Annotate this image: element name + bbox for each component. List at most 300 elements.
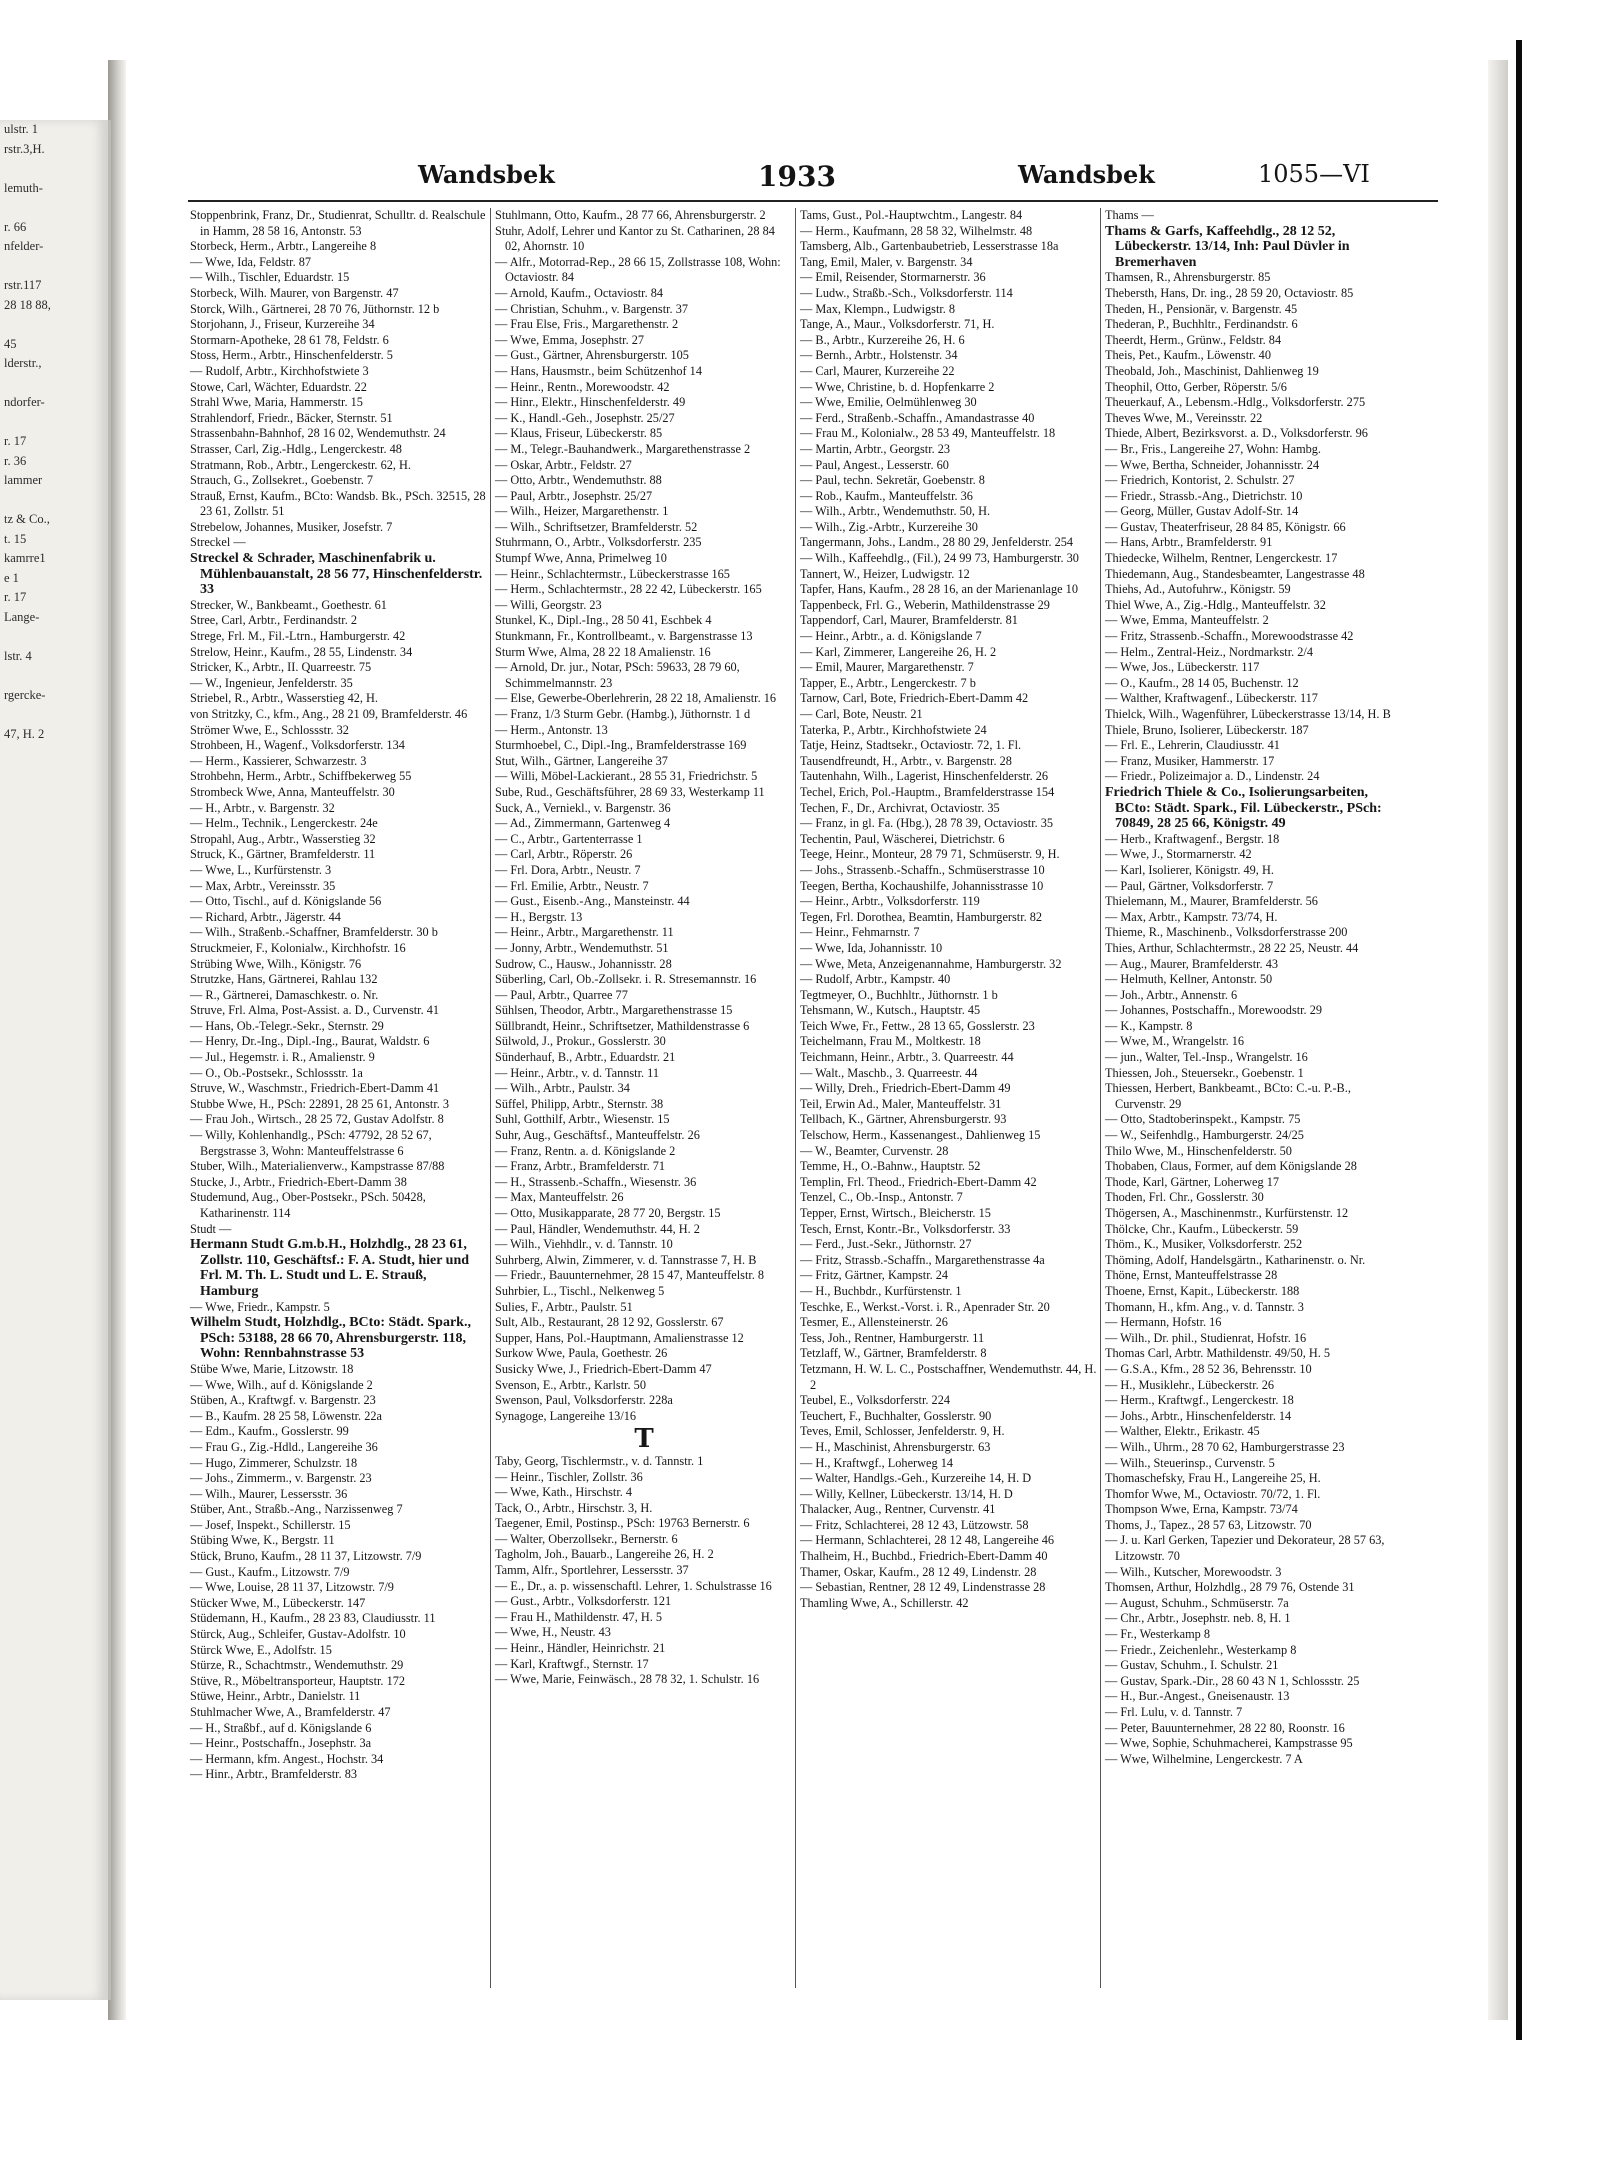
directory-entry: — Wwe, Emma, Manteuffelstr. 2 (1105, 613, 1269, 628)
directory-entry: Tetzmann, H. W. L. C., Postschaffner, Wendemuthstr. 44, H. 2 (800, 1361, 1097, 1392)
directory-entry: — Wilh., Tischler, Eduardstr. 15 (190, 270, 350, 285)
margin-fragment (0, 257, 108, 277)
directory-entry: Stück, Bruno, Kaufm., 28 11 37, Litzowstr. 7/9 (190, 1549, 422, 1564)
directory-entry: Stuhlmacher Wwe, A., Bramfelderstr. 47 (190, 1705, 391, 1719)
margin-fragment: rstr.117 (4, 278, 42, 292)
directory-entry: — Frl. E., Lehrerin, Claudiusstr. 41 (1105, 738, 1280, 753)
directory-entry: — Wwe, Ida, Feldstr. 87 (190, 254, 312, 269)
directory-entry: — Wwe, Friedr., Kampstr. 5 (190, 1299, 330, 1314)
page-edge-shadow (1488, 60, 1508, 2020)
directory-entry: — Hinr., Elektr., Hinschenfelderstr. 49 (495, 395, 686, 410)
directory-entry: Tappendorf, Carl, Maurer, Bramfelderstr. 81 (800, 613, 1018, 628)
directory-entry: Stuhlmann, Otto, Kaufm., 28 77 66, Ahrensburgerstr. 2 (495, 208, 766, 222)
directory-entry: Strohbeen, H., Wagenf., Volksdorferstr. 134 (190, 738, 405, 753)
margin-fragment: e 1 (4, 570, 19, 585)
directory-entry: — Helm., Technik., Lengerckestr. 24e (190, 816, 378, 831)
directory-entry: — Wwe, Ida, Johannisstr. 10 (800, 940, 943, 955)
directory-entry: Sturm Wwe, Alma, 28 22 18 Amalienstr. 16 (495, 644, 711, 659)
margin-fragment (0, 666, 108, 686)
directory-entry: — Frl. Emilie, Arbtr., Neustr. 7 (495, 878, 649, 893)
directory-entry: Tack, O., Arbtr., Hirschstr. 3, H. (495, 1500, 653, 1515)
directory-entry: Thomann, H., kfm. Ang., v. d. Tannstr. 3 (1105, 1299, 1304, 1314)
directory-entry: — Gust., Kaufm., Litzowstr. 7/9 (190, 1564, 350, 1579)
margin-fragment: 28 18 88, (4, 297, 51, 312)
directory-entry: Storck, Wilh., Gärtnerei, 28 70 76, Jüthornstr. 12 b (190, 301, 440, 316)
directory-entry: Theves Wwe, M., Vereinsstr. 22 (1105, 410, 1263, 425)
directory-entry: Thebersth, Hans, Dr. ing., 28 59 20, Octaviostr. 85 (1105, 285, 1354, 300)
directory-entry: Strutzke, Hans, Gärtnerei, Rahlau 132 (190, 972, 378, 987)
directory-entry: Strombeck Wwe, Anna, Manteuffelstr. 30 (190, 784, 395, 799)
directory-entry: Theobald, Joh., Maschinist, Dahlienweg 19 (1105, 363, 1319, 378)
directory-entry: — Henry, Dr.-Ing., Dipl.-Ing., Baurat, Waldstr. 6 (190, 1034, 430, 1049)
directory-entry: — Wilh., Kutscher, Morewoodstr. 3 (1105, 1564, 1282, 1579)
directory-entry: — Heinr., Händler, Heinrichstr. 21 (495, 1641, 666, 1656)
directory-entry: — Rudolf, Arbtr., Kampstr. 40 (800, 972, 951, 987)
directory-entry: — Carl, Arbtr., Röperstr. 26 (495, 847, 633, 862)
directory-entry: Tapper, E., Arbtr., Lengerckestr. 7 b (800, 675, 976, 690)
margin-fragment: nfelder- (4, 239, 44, 253)
directory-entry: — H., Buchbdr., Kurfürstenstr. 1 (800, 1283, 962, 1298)
directory-entry: — G.S.A., Kfm., 28 52 36, Behrensstr. 10 (1105, 1361, 1312, 1376)
margin-fragment: r. 17 (4, 590, 27, 604)
directory-entry: Suhr, Aug., Geschäftsf., Manteuffelstr. 26 (495, 1128, 700, 1143)
directory-entry: Thiede, Albert, Bezirksvorst. a. D., Volksdorferstr. 96 (1105, 426, 1368, 441)
directory-entry: Temme, H., O.-Bahnw., Hauptstr. 52 (800, 1159, 981, 1174)
directory-entry: Stropahl, Aug., Arbtr., Wasserstieg 32 (190, 831, 376, 846)
directory-entry: Thieme, R., Maschinenb., Volksdorferstrasse 200 (1105, 925, 1348, 940)
directory-entry: — Wwe, Christine, b. d. Hopfenkarre 2 (800, 379, 995, 394)
directory-entry: Thamsen, R., Ahrensburgerstr. 85 (1105, 270, 1271, 285)
directory-entry: — B., Kaufm. 28 25 58, Löwenstr. 22a (190, 1408, 382, 1423)
directory-entry: Tausendfreundt, H., Arbtr., v. Bargenstr. 28 (800, 753, 1012, 768)
directory-entry: — R., Gärtnerei, Damaschkestr. o. Nr. (190, 987, 379, 1002)
directory-entry: — Karl, Isolierer, Königstr. 49, H. (1105, 862, 1274, 877)
directory-entry: — Bernh., Arbtr., Holstenstr. 34 (800, 348, 958, 363)
directory-entry: Svenson, E., Arbtr., Karlstr. 50 (495, 1377, 646, 1392)
header-year: 1933 (758, 160, 836, 193)
directory-entry: — Heinr., Postschaffn., Josephstr. 3a (190, 1736, 372, 1751)
margin-fragment: ndorfer- (4, 395, 45, 409)
directory-entry: — Wwe, Sophie, Schuhmacherei, Kampstrasse 95 (1105, 1736, 1353, 1751)
directory-entry: Thomas Carl, Arbtr. Mathildenstr. 49/50, H. 5 (1105, 1346, 1331, 1361)
directory-entry: Strecker, W., Bankbeamt., Goethestr. 61 (190, 597, 387, 612)
directory-entry: — Wwe, Meta, Anzeigenannahme, Hamburgerstr. 32 (800, 956, 1062, 971)
margin-fragment (0, 705, 108, 725)
directory-entry: — Johs., Arbtr., Hinschenfelderstr. 14 (1105, 1408, 1292, 1423)
directory-entry: Thilo Wwe, M., Hinschenfelderstr. 50 (1105, 1143, 1292, 1158)
directory-entry: Strauß, Ernst, Kaufm., BCto: Wandsb. Bk., PSch. 32515, 28 23 61, Zollstr. 51 (190, 488, 486, 519)
directory-entry: Tagholm, Joh., Bauarb., Langereihe 26, H. 2 (495, 1547, 714, 1562)
margin-fragment: lammer (4, 473, 43, 487)
directory-entry: Susicky Wwe, J., Friedrich-Ebert-Damm 47 (495, 1361, 712, 1376)
directory-entry: — C., Arbtr., Gartenterrasse 1 (495, 831, 643, 846)
directory-entry: Stürck, Aug., Schleifer, Gustav-Adolfstr. 10 (190, 1627, 406, 1642)
margin-fragment (0, 374, 108, 394)
column-divider (795, 208, 796, 1988)
header-city-right: Wandsbek (1018, 160, 1155, 189)
page-header (128, 160, 1470, 200)
directory-entry: — Ad., Zimmermann, Gartenweg 4 (495, 816, 671, 831)
directory-entry: Teil, Erwin Ad., Maler, Manteuffelstr. 31 (800, 1096, 1002, 1111)
directory-entry: — Rudolf, Arbtr., Kirchhofstwiete 3 (190, 363, 369, 378)
margin-fragment (0, 491, 108, 511)
directory-entry: — Br., Fris., Langereihe 27, Wohn: Hambg. (1105, 441, 1321, 456)
directory-entry: Süffel, Philipp, Arbtr., Sternstr. 38 (495, 1096, 664, 1111)
directory-entry: Stricker, K., Arbtr., II. Quarreestr. 75 (190, 660, 372, 675)
directory-entry: Surkow Wwe, Paula, Goethestr. 26 (495, 1346, 668, 1361)
directory-entry: Tess, Joh., Rentner, Hamburgerstr. 11 (800, 1330, 985, 1345)
directory-entry: Tappenbeck, Frl. G., Weberin, Mathildenstrasse 29 (800, 597, 1050, 612)
directory-entry: Teschke, E., Werkst.-Vorst. i. R., Apenrader Str. 20 (800, 1299, 1050, 1314)
directory-entry: — H., Arbtr., v. Bargenstr. 32 (190, 800, 335, 815)
directory-entry: — Max, Klempn., Ludwigstr. 8 (800, 301, 956, 316)
directory-entry: — Jul., Hegemstr. i. R., Amalienstr. 9 (190, 1050, 375, 1065)
directory-entry: Tesch, Ernst, Kontr.-Br., Volksdorferstr. 33 (800, 1221, 1011, 1236)
directory-page (128, 120, 1470, 2000)
directory-entry: Striebel, R., Arbtr., Wasserstieg 42, H. (190, 691, 379, 706)
directory-entry: — Paul, Händler, Wendemuthstr. 44, H. 2 (495, 1221, 700, 1236)
directory-entry: — Frau Joh., Wirtsch., 28 25 72, Gustav Adolfstr. 8 (190, 1112, 444, 1127)
margin-fragment (0, 315, 108, 335)
directory-entry: Stürze, R., Schachtmstr., Wendemuthstr. 29 (190, 1658, 404, 1673)
directory-entry: — Hugo, Zimmerer, Schulzstr. 18 (190, 1455, 358, 1470)
margin-fragment (0, 159, 108, 179)
directory-entry: — Oskar, Arbtr., Feldstr. 27 (495, 457, 632, 472)
directory-entry: — Friedr., Zeichenlehr., Westerkamp 8 (1105, 1642, 1297, 1657)
directory-entry: Techentin, Paul, Wäscherei, Dietrichstr. 6 (800, 831, 1005, 846)
scan-edge-mark (1516, 40, 1522, 2040)
directory-entry: Templin, Frl. Theod., Friedrich-Ebert-Damm 42 (800, 1174, 1037, 1189)
directory-entry: von Stritzky, C., kfm., Ang., 28 21 09, Bramfelderstr. 46 (190, 707, 468, 721)
directory-entry: Techen, F., Dr., Archivrat, Octaviostr. 35 (800, 800, 1000, 815)
directory-entry: Thoene, Ernst, Kapit., Lübeckerstr. 188 (1105, 1283, 1300, 1298)
directory-entry: — Karl, Kraftwgf., Sternstr. 17 (495, 1656, 649, 1671)
directory-entry: Stüber, Ant., Straßb.-Ang., Narzissenweg 7 (190, 1502, 403, 1517)
directory-entry: — Heinr., Rentn., Morewoodstr. 42 (495, 379, 670, 394)
directory-entry: Struve, Frl. Alma, Post-Assist. a. D., Curvenstr. 41 (190, 1003, 440, 1018)
column-3 (800, 208, 1098, 1611)
directory-entry: Stüve, R., Möbeltransporteur, Hauptstr. 172 (190, 1673, 406, 1688)
directory-entry: Stowe, Carl, Wächter, Eduardstr. 22 (190, 379, 367, 394)
directory-entry: — Edm., Kaufm., Gosslerstr. 99 (190, 1424, 349, 1439)
directory-entry: — Frau H., Mathildenstr. 47, H. 5 (495, 1609, 663, 1624)
directory-entry: Taby, Georg, Tischlermstr., v. d. Tannstr. 1 (495, 1453, 704, 1468)
directory-entry: — Wilh., Heizer, Margarethenstr. 1 (495, 504, 669, 519)
directory-entry: — Fritz, Strassb.-Schaffn., Margarethenstrasse 4a (800, 1252, 1045, 1267)
directory-entry: Teich Wwe, Fr., Fettw., 28 13 65, Gosslerstr. 23 (800, 1018, 1035, 1033)
directory-entry: Storbeck, Wilh. Maurer, von Bargenstr. 47 (190, 285, 399, 300)
directory-entry: Sülwold, J., Prokur., Gosslerstr. 30 (495, 1034, 666, 1049)
directory-entry: Thomsen, Arthur, Holzhdlg., 28 79 76, Ostende 31 (1105, 1580, 1355, 1595)
directory-entry: — Wilh., Arbtr., Paulstr. 34 (495, 1081, 630, 1096)
margin-fragment: rstr.3,H. (4, 141, 45, 156)
directory-entry: Stoppenbrink, Franz, Dr., Studienrat, Schulltr. d. Realschule in Hamm, 28 58 16, Antonstr. 53 (190, 208, 486, 238)
directory-entry: — Fritz, Gärtner, Kampstr. 24 (800, 1268, 949, 1283)
directory-entry: — Paul, Arbtr., Quarree 77 (495, 987, 628, 1002)
directory-entry: — August, Schuhm., Schmüserstr. 7a (1105, 1595, 1289, 1610)
directory-entry: Süllbrandt, Heinr., Schriftsetzer, Mathildenstrasse 6 (495, 1018, 750, 1033)
directory-entry: — Martin, Arbtr., Georgstr. 23 (800, 441, 951, 456)
directory-entry: — Joh., Arbtr., Annenstr. 6 (1105, 987, 1238, 1002)
directory-entry: Strege, Frl. M., Fil.-Ltrn., Hamburgerstr. 42 (190, 629, 406, 644)
directory-entry: Tamm, Alfr., Sportlehrer, Lessersstr. 37 (495, 1563, 689, 1578)
directory-entry: Sturmhoebel, C., Dipl.-Ing., Bramfelderstrasse 169 (495, 738, 747, 753)
directory-entry: — Heinr., Arbtr., Volksdorferstr. 119 (800, 894, 980, 909)
directory-entry: — H., Strassenb.-Schaffn., Wiesenstr. 36 (495, 1174, 697, 1189)
directory-entry: — Hermann, Hofstr. 16 (1105, 1315, 1222, 1330)
directory-entry: Stüdemann, H., Kaufm., 28 23 83, Claudiusstr. 11 (190, 1611, 436, 1626)
directory-entry: — W., Ingenieur, Jenfelderstr. 35 (190, 675, 353, 690)
directory-entry: — Gustav, Theaterfriseur, 28 84 85, Königstr. 66 (1105, 519, 1346, 534)
directory-entry: Suhrbier, L., Tischl., Nelkenweg 5 (495, 1283, 665, 1298)
directory-entry: Teege, Heinr., Monteur, 28 79 71, Schmüserstr. 9, H. (800, 847, 1060, 862)
directory-entry: — Franz, 1/3 Sturm Gebr. (Hambg.), Jüthornstr. 1 d (495, 707, 751, 721)
directory-entry: Struckmeier, F., Kolonialw., Kirchhofstr. 16 (190, 940, 406, 955)
directory-entry: Stuhrmann, O., Arbtr., Volksdorferstr. 235 (495, 535, 702, 550)
directory-entry: Strohbehn, Herm., Arbtr., Schiffbekerweg 55 (190, 769, 412, 784)
directory-entry: Tetzlaff, W., Gärtner, Bramfelderstr. 8 (800, 1346, 987, 1361)
directory-entry: — Franz, in gl. Fa. (Hbg.), 28 78 39, Octaviostr. 35 (800, 816, 1054, 831)
directory-entry: — Heinr., Arbtr., v. d. Tannstr. 11 (495, 1065, 660, 1080)
directory-entry: Thiel Wwe, A., Zig.-Hdlg., Manteuffelstr. 32 (1105, 597, 1326, 612)
directory-entry: — Otto, Tischl., auf d. Königslande 56 (190, 894, 382, 909)
directory-entry: — Aug., Maurer, Bramfelderstr. 43 (1105, 956, 1278, 971)
previous-page-margin (0, 120, 111, 2000)
directory-entry: Strömer Wwe, E., Schlossstr. 32 (190, 722, 349, 737)
directory-entry: — Richard, Arbtr., Jägerstr. 44 (190, 909, 341, 924)
directory-entry: Tellbach, K., Gärtner, Ahrensburgerstr. 93 (800, 1112, 1007, 1127)
directory-entry: — Otto, Musikapparate, 28 77 20, Bergstr. 15 (495, 1206, 721, 1220)
directory-entry: — Josef, Inspekt., Schillerstr. 15 (190, 1517, 351, 1532)
directory-entry: Thielemann, M., Maurer, Bramfelderstr. 56 (1105, 894, 1318, 909)
directory-entry: Thobaben, Claus, Former, auf dem Königslande 28 (1105, 1159, 1357, 1174)
directory-entry: Synagoge, Langereihe 13/16 (495, 1408, 637, 1423)
directory-entry: Tarnow, Carl, Bote, Friedrich-Ebert-Damm 42 (800, 691, 1029, 706)
directory-entry: Storbeck, Herm., Arbtr., Langereihe 8 (190, 239, 377, 254)
directory-entry: — Wwe, Kath., Hirschstr. 4 (495, 1485, 633, 1500)
directory-entry: Strübing Wwe, Wilh., Königstr. 76 (190, 956, 362, 971)
directory-entry: Thomfor Wwe, M., Octaviostr. 70/72, 1. Fl. (1105, 1486, 1321, 1501)
directory-entry: — Herm., Antonstr. 13 (495, 722, 608, 737)
directory-entry: Stübing Wwe, K., Bergstr. 11 (190, 1533, 335, 1548)
directory-entry: — Wwe, Louise, 28 11 37, Litzowstr. 7/9 (190, 1580, 394, 1595)
directory-entry: Stüwe, Heinr., Arbtr., Danielstr. 11 (190, 1689, 361, 1704)
directory-entry: — Gustav, Schuhm., I. Schulstr. 21 (1105, 1658, 1279, 1673)
margin-fragment (0, 198, 108, 218)
directory-entry: — Paul, Gärtner, Volksdorferstr. 7 (1105, 878, 1274, 893)
directory-entry: — Helm., Zentral-Heiz., Nordmarkstr. 2/4 (1105, 644, 1313, 659)
directory-entry: — Walt., Maschb., 3. Quarreestr. 44 (800, 1065, 978, 1080)
directory-entry: — Christian, Schuhm., v. Bargenstr. 37 (495, 301, 688, 316)
directory-entry: — Georg, Müller, Gustav Adolf-Str. 14 (1105, 504, 1299, 519)
directory-entry: — Wwe, Jos., Lübeckerstr. 117 (1105, 660, 1260, 675)
directory-entry: Teves, Emil, Schlosser, Jenfelderstr. 9, H. (800, 1424, 1005, 1439)
directory-entry: — jun., Walter, Tel.-Insp., Wrangelstr. 16 (1105, 1050, 1308, 1065)
header-rule (188, 200, 1438, 202)
margin-fragment (0, 627, 108, 647)
directory-entry: — Wilh., Maurer, Lessersstr. 36 (190, 1486, 348, 1501)
directory-entry: Teegen, Bertha, Kochaushilfe, Johannisstrasse 10 (800, 878, 1044, 893)
directory-entry: — Wwe, Bertha, Schneider, Johannisstr. 24 (1105, 457, 1320, 472)
directory-entry: — Johannes, Postschaffn., Morewoodstr. 29 (1105, 1003, 1323, 1018)
directory-entry: Suck, A., Verniekl., v. Bargenstr. 36 (495, 800, 671, 815)
directory-entry: — Wwe, Wilh., auf d. Königslande 2 (190, 1377, 373, 1392)
directory-entry: — Friedr., Polizeimajor a. D., Lindenstr. 24 (1105, 769, 1320, 784)
directory-entry: — M., Telegr.-Bauhandwerk., Margarethenstrasse 2 (495, 441, 751, 456)
directory-entry: — Frl. Lulu, v. d. Tannstr. 7 (1105, 1705, 1243, 1719)
directory-entry: — Heinr., Fehmarnstr. 7 (800, 925, 920, 940)
directory-entry: Sudrow, C., Hausw., Johannisstr. 28 (495, 956, 672, 971)
directory-entry: Friedrich Thiele & Co., Isolierungsarbeiten, BCto: Städt. Spark., Fil. Lübeckerstr., PSch: 70849, 28 25 66, Königstr. 49 (1105, 784, 1382, 832)
directory-entry: — Franz, Musiker, Hammerstr. 17 (1105, 753, 1275, 768)
margin-fragment: Lange- (4, 609, 40, 624)
directory-entry: Thiedemann, Aug., Standesbeamter, Langestrasse 48 (1105, 566, 1365, 581)
directory-entry: — B., Arbtr., Kurzereihe 26, H. 6 (800, 332, 965, 347)
header-page-number: 1055—VI (1258, 160, 1370, 188)
directory-entry: Stüben, A., Kraftwgf. v. Bargenstr. 23 (190, 1393, 376, 1408)
directory-entry: — O., Kaufm., 28 14 05, Buchenstr. 12 (1105, 675, 1299, 690)
directory-entry: — Fr., Westerkamp 8 (1105, 1627, 1211, 1642)
directory-entry: — H., Straßbf., auf d. Königslande 6 (190, 1720, 372, 1735)
directory-entry: — W., Seifenhdlg., Hamburgerstr. 24/25 (1105, 1128, 1304, 1143)
directory-entry: Stut, Wilh., Gärtner, Langereihe 37 (495, 753, 668, 768)
directory-entry: Tautenhahn, Wilh., Lagerist, Hinschenfelderstr. 26 (800, 769, 1049, 784)
directory-entry: Strassenbahn-Bahnhof, 28 16 02, Wendemuthstr. 24 (190, 426, 446, 441)
directory-entry: — Walther, Kraftwagenf., Lübeckerstr. 117 (1105, 691, 1318, 706)
directory-entry: — O., Ob.-Postsekr., Schlossstr. 1a (190, 1065, 363, 1080)
directory-entry: Hermann Studt G.m.b.H., Holzhdlg., 28 23 61, Zollstr. 110, Geschäftsf.: F. A. Studt, hier und Frl. M. Th. L. Studt und L. E. Strauß, Hamburg (190, 1237, 470, 1299)
column-divider (1100, 208, 1101, 1988)
directory-entry: Streckel — (190, 535, 246, 550)
directory-entry: — Wwe, Marie, Feinwäsch., 28 78 32, 1. Schulstr. 16 (495, 1672, 760, 1687)
directory-entry: Wilhelm Studt, Holzhdlg., BCto: Städt. Spark., PSch: 53188, 28 66 70, Ahrensburgerstr. 118, Wohn: Rennbahnstrasse 53 (190, 1315, 471, 1362)
directory-entry: — Frau Else, Fris., Margarethenstr. 2 (495, 317, 679, 332)
directory-entry: — Friedr., Bauunternehmer, 28 15 47, Manteuffelstr. 8 (495, 1268, 765, 1283)
directory-entry: Studemund, Aug., Ober-Postsekr., PSch. 50428, Katharinenstr. 114 (190, 1190, 426, 1220)
directory-entry: — Herm., Schlachtermstr., 28 22 42, Lübeckerstr. 165 (495, 582, 762, 597)
directory-entry: Streckel & Schrader, Maschinenfabrik u. Mühlenbauanstalt, 28 56 77, Hinschenfelderstr. 33 (190, 551, 483, 598)
directory-entry: — Herm., Kraftwgf., Lengerckestr. 18 (1105, 1393, 1294, 1408)
margin-fragment: tz & Co., (4, 512, 50, 526)
directory-entry: — Frl. Dora, Arbtr., Neustr. 7 (495, 862, 641, 877)
directory-entry: — Emil, Reisender, Stormarnerstr. 36 (800, 270, 986, 285)
directory-entry: Theerdt, Herm., Grünw., Feldstr. 84 (1105, 332, 1282, 347)
directory-entry: Thompson Wwe, Erna, Kampstr. 73/74 (1105, 1502, 1298, 1517)
directory-entry: — Carl, Maurer, Kurzereihe 22 (800, 363, 955, 378)
directory-entry: Stree, Carl, Arbtr., Ferdinandstr. 2 (190, 613, 358, 628)
header-city-left: Wandsbek (418, 160, 555, 189)
directory-entry: Struve, W., Waschmstr., Friedrich-Ebert-Damm 41 (190, 1081, 440, 1096)
directory-entry: — Wwe, Wilhelmine, Lengerckestr. 7 A (1105, 1751, 1303, 1766)
directory-entry: Süberling, Carl, Ob.-Zollsekr. i. R. Stresemannstr. 16 (495, 972, 757, 987)
directory-entry: Thöne, Ernst, Manteuffelstrasse 28 (1105, 1268, 1278, 1283)
directory-entry: Thoden, Frl. Chr., Gosslerstr. 30 (1105, 1190, 1264, 1205)
directory-entry: Storjohann, J., Friseur, Kurzereihe 34 (190, 317, 375, 332)
directory-entry: — Heinr., Tischler, Zollstr. 36 (495, 1469, 643, 1484)
directory-entry: — Gust., Arbtr., Volksdorferstr. 121 (495, 1594, 672, 1609)
directory-entry: — Wilh., Dr. phil., Studienrat, Hofstr. 16 (1105, 1330, 1307, 1345)
directory-entry: — H., Musiklehr., Lübeckerstr. 26 (1105, 1377, 1275, 1392)
directory-entry: Tamsberg, Alb., Gartenbaubetrieb, Lesserstrasse 18a (800, 239, 1059, 254)
directory-entry: — Hans, Hausmstr., beim Schützenhof 14 (495, 363, 702, 378)
directory-entry: — Frau G., Zig.-Hdld., Langereihe 36 (190, 1439, 378, 1454)
directory-entry: Sühlsen, Theodor, Arbtr., Margarethenstrasse 15 (495, 1003, 733, 1018)
directory-entry: Thiehs, Ad., Autofuhrw., Königstr. 59 (1105, 582, 1291, 597)
directory-entry: Strebelow, Johannes, Musiker, Josefstr. 7 (190, 519, 393, 534)
directory-entry: Stubbe Wwe, H., PSch: 22891, 28 25 61, Antonstr. 3 (190, 1096, 450, 1111)
directory-entry: — Gust., Eisenb.-Ang., Mansteinstr. 44 (495, 894, 690, 909)
directory-entry: — Willi, Georgstr. 23 (495, 597, 602, 612)
directory-entry: — Wilh., Arbtr., Wendemuthstr. 50, H. (800, 504, 991, 519)
directory-entry: Strelow, Heinr., Kaufm., 28 55, Lindenstr. 34 (190, 644, 413, 659)
directory-entry: — H., Maschinist, Ahrensburgerstr. 63 (800, 1439, 991, 1454)
margin-fragment: ulstr. 1 (4, 122, 39, 136)
directory-entry: Thiessen, Joh., Steuersekr., Goebenstr. 1 (1105, 1065, 1304, 1080)
directory-entry: — Wilh., Schriftsetzer, Bramfelderstr. 52 (495, 519, 698, 534)
directory-entry: Techel, Erich, Pol.-Hauptm., Bramfelderstrasse 154 (800, 784, 1055, 799)
directory-entry: — Heinr., Arbtr., Margarethenstr. 11 (495, 925, 674, 940)
directory-entry: — Wilh., Steuerinsp., Curvenstr. 5 (1105, 1455, 1275, 1470)
directory-entry: — Friedrich, Kontorist, 2. Schulstr. 27 (1105, 473, 1295, 488)
directory-entry: Teubel, E., Volksdorferstr. 224 (800, 1393, 950, 1408)
directory-entry: — Sebastian, Rentner, 28 12 49, Lindenstrasse 28 (800, 1580, 1046, 1595)
directory-entry: — W., Beamter, Curvenstr. 28 (800, 1143, 949, 1158)
directory-entry: — Hinr., Arbtr., Bramfelderstr. 83 (190, 1767, 358, 1782)
directory-entry: Tams, Gust., Pol.-Hauptwchtm., Langestr. 84 (800, 208, 1023, 222)
directory-entry: — Herm., Kaufmann, 28 58 32, Wilhelmstr. 48 (800, 223, 1033, 238)
directory-entry: — Frau M., Kolonialw., 28 53 49, Manteuffelstr. 18 (800, 426, 1056, 441)
margin-fragment: 45 (4, 336, 17, 351)
directory-entry: Stunkmann, Fr., Kontrollbeamt., v. Bargenstrasse 13 (495, 629, 753, 644)
directory-entry: — Arnold, Dr. jur., Notar, PSch: 59633, 28 79 60, Schimmelmannstr. 23 (495, 660, 740, 690)
directory-entry: Thamling Wwe, A., Schillerstr. 42 (800, 1595, 969, 1610)
directory-entry: Sulies, F., Arbtr., Paulstr. 51 (495, 1299, 633, 1314)
directory-entry: Tapfer, Hans, Kaufm., 28 28 16, an der Marienanlage 10 (800, 582, 1078, 597)
directory-entry: Strahl Wwe, Maria, Hammerstr. 15 (190, 395, 363, 410)
directory-entry: — Emil, Maurer, Margarethenstr. 7 (800, 660, 974, 675)
directory-entry: — Hermann, Schlachterei, 28 12 48, Langereihe 46 (800, 1533, 1055, 1548)
directory-entry: — Wilh., Uhrm., 28 70 62, Hamburgerstrasse 23 (1105, 1439, 1345, 1454)
directory-entry: — H., Kraftwgf., Loherweg 14 (800, 1455, 953, 1470)
column-2 (495, 208, 793, 1688)
directory-entry: — Heinr., Arbtr., a. d. Königslande 7 (800, 629, 982, 644)
directory-entry: — Carl, Bote, Neustr. 21 (800, 707, 923, 721)
column-4 (1105, 208, 1403, 1767)
directory-entry: — Friedr., Strassb.-Ang., Dietrichstr. 10 (1105, 488, 1303, 503)
directory-entry: — Karl, Zimmerer, Langereihe 26, H. 2 (800, 644, 997, 659)
directory-entry: Taterka, P., Arbtr., Kirchhofstwiete 24 (800, 722, 987, 737)
directory-entry: — Wilh., Zig.-Arbtr., Kurzereihe 30 (800, 519, 978, 534)
directory-entry: — Wwe, L., Kurfürstenstr. 3 (190, 862, 332, 877)
directory-entry: — Gustav, Spark.-Dir., 28 60 43 N 1, Schlossstr. 25 (1105, 1673, 1360, 1688)
directory-entry: — Gust., Gärtner, Ahrensburgerstr. 105 (495, 348, 689, 363)
directory-entry: Stübe Wwe, Marie, Litzowstr. 18 (190, 1361, 354, 1376)
directory-entry: — Franz, Rentn. a. d. Königslande 2 (495, 1143, 676, 1158)
directory-entry: Tehsmann, W., Kutsch., Hauptstr. 45 (800, 1003, 981, 1018)
directory-entry: — Fritz, Schlachterei, 28 12 43, Lützowstr. 58 (800, 1517, 1029, 1532)
directory-entry: Stumpf Wwe, Anna, Primelweg 10 (495, 551, 667, 566)
directory-entry: — Ferd., Straßenb.-Schaffn., Amandastrasse 40 (800, 410, 1035, 425)
directory-entry: Thöming, Adolf, Handelsgärtn., Katharinenstr. o. Nr. (1105, 1252, 1366, 1267)
directory-entry: Tange, A., Maur., Volksdorferstr. 71, H. (800, 317, 995, 332)
directory-entry: — Otto, Arbtr., Wendemuthstr. 88 (495, 473, 662, 488)
directory-entry: — Paul, Arbtr., Josephstr. 25/27 (495, 488, 653, 503)
directory-entry: — Rob., Kaufm., Manteuffelstr. 36 (800, 488, 973, 503)
directory-entry: Teichmann, Heinr., Arbtr., 3. Quarreestr. 44 (800, 1050, 1014, 1065)
directory-entry: Tangermann, Johs., Landm., 28 80 29, Jenfelderstr. 254 (800, 535, 1074, 550)
directory-entry: Sube, Rud., Geschäftsführer, 28 69 33, Westerkamp 11 (495, 784, 765, 799)
column-1 (190, 208, 488, 1783)
